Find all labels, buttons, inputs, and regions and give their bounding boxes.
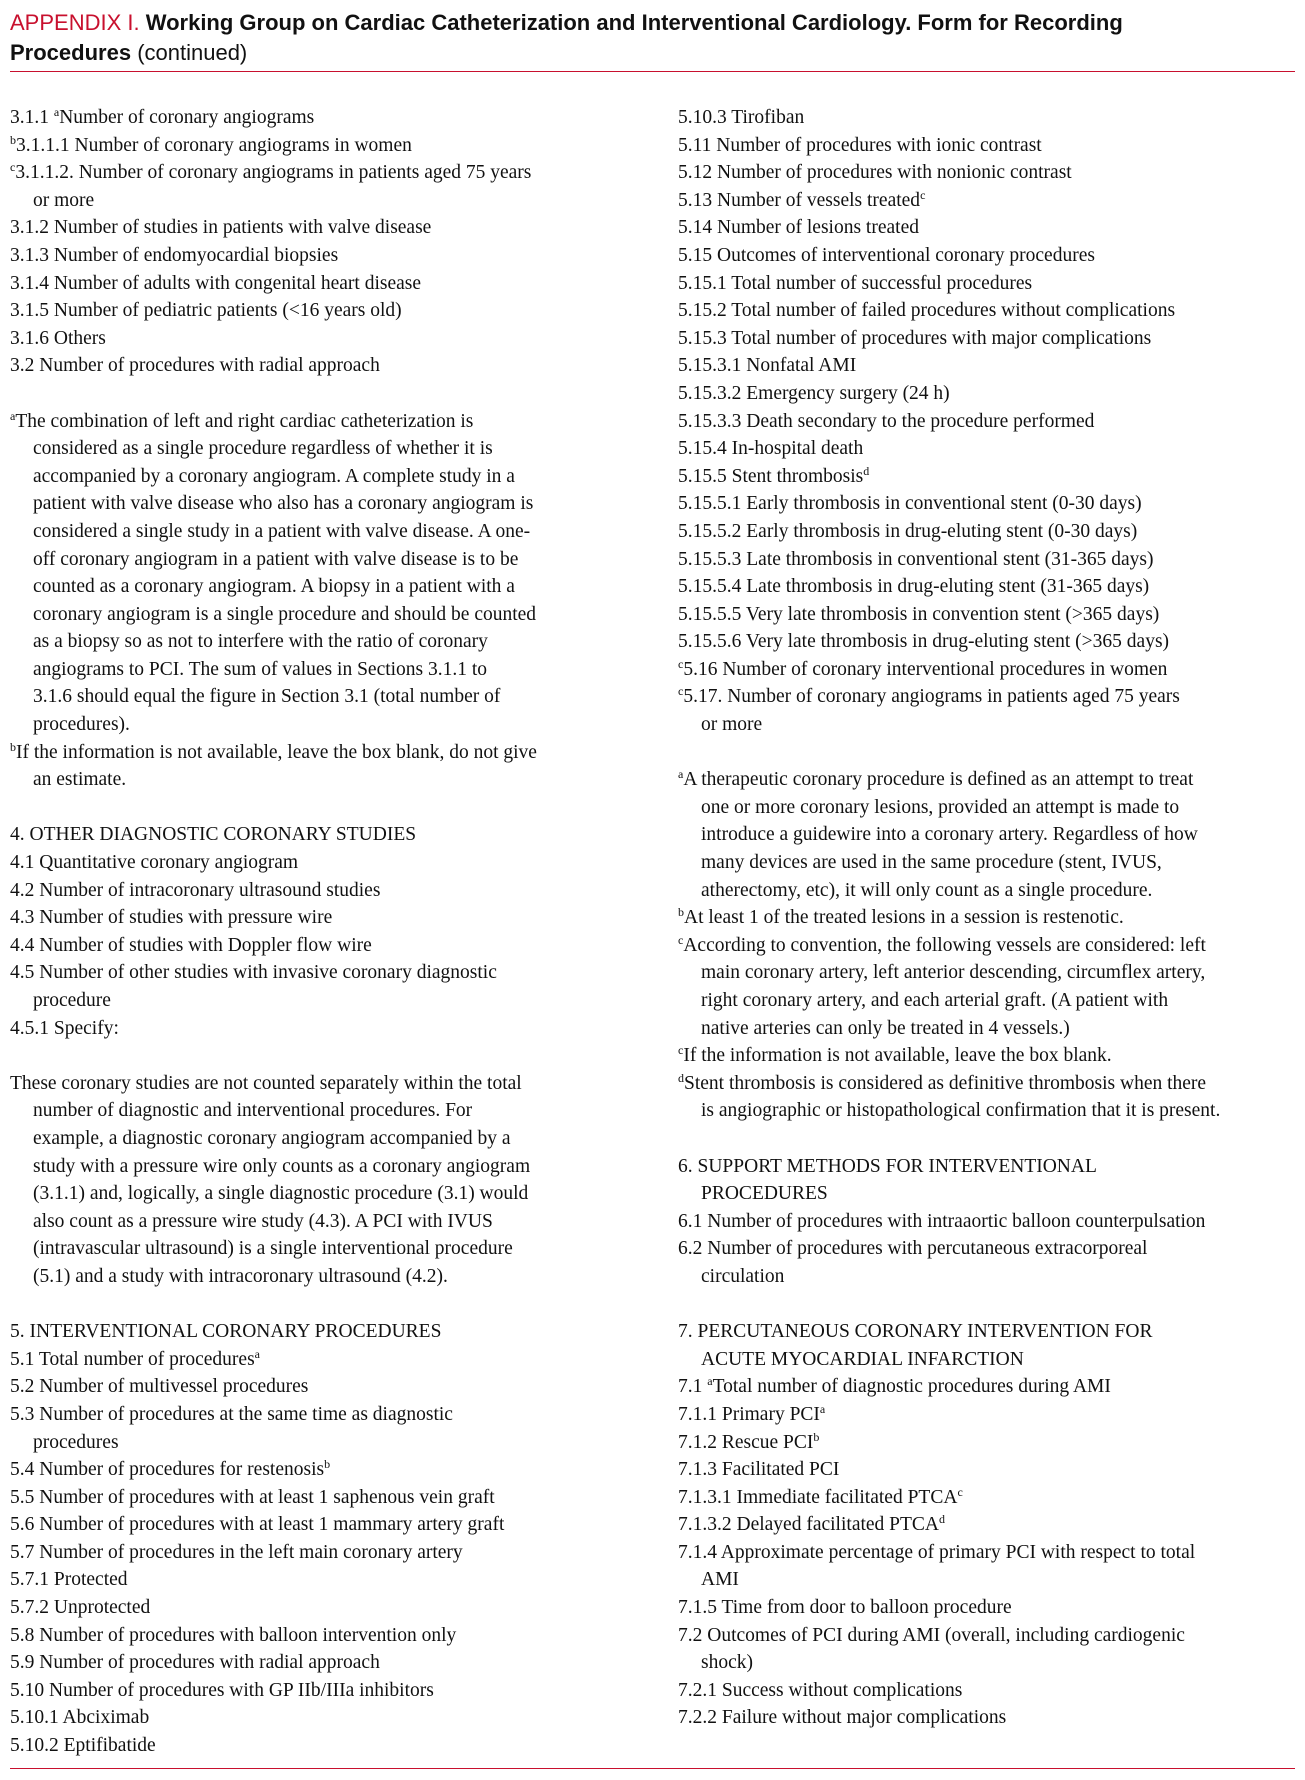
spacer [678,1125,1298,1153]
right-text-line: $^b$At least 1 of the treated lesions in a session is restenotic. [678,905,1124,929]
right-text-line: 6.2 Number of procedures with percutaneous extracorporeal [678,1238,1148,1260]
right-text-line: $^c$5.17. Number of coronary angiograms in patients aged 75 years [678,684,1180,708]
left-text-line: (3.1.1) and, logically, a single diagnostic procedure (3.1) would [33,1183,529,1205]
left-text-line: $^c$3.1.1.2. Number of coronary angiograms in patients aged 75 years [10,160,532,184]
left-text-line: 3.1.6 Others [10,327,106,349]
left-text-line: 3.1.6 should equal the figure in Section 3.1 (total number of [33,686,501,708]
left-text-line: 3.2 Number of procedures with radial approach [10,355,380,377]
right-text-line: 5.15.5.4 Late thrombosis in drug-eluting stent (31-365 days) [678,576,1150,598]
left-text-line: These coronary studies are not counted separately within the total [10,1072,522,1094]
right-text-line: 7.1 $^a$Total number of diagnostic procedures during AMI [678,1374,1111,1398]
left-text-line: off coronary angiogram in a patient with valve disease is to be [33,548,519,570]
right-text-line: many devices are used in the same procedure (stent, IVUS, [701,852,1162,874]
left-text-line: accompanied by a coronary angiogram. A complete study in a [33,465,515,487]
left-text-line: 4.5.1 Specify: [10,1017,119,1039]
left-text-line: 5.10.2 Eptifibatide [10,1735,156,1757]
spacer [10,1291,635,1319]
left-text-line: 3.1.5 Number of pediatric patients (<16 years old) [10,300,402,322]
right-text-line: 6.1 Number of procedures with intraaortic balloon counterpulsation [678,1210,1206,1232]
left-text-line: procedure [33,990,111,1011]
spacer [10,1042,635,1070]
right-text-line: 5.14 Number of lesions treated [678,217,919,239]
right-text-line: 5.15.3.1 Nonfatal AMI [678,355,857,377]
right-text-line: or more [701,714,763,736]
left-text-line: coronary angiogram is a single procedure and should be counted [33,603,537,625]
right-text-line: 5.15.5.1 Early thrombosis in conventional stent (0-30 days) [678,493,1142,515]
left-text-line: 5.7 Number of procedures in the left main coronary artery [10,1541,463,1563]
left-text-line: 5.8 Number of procedures with balloon intervention only [10,1624,457,1646]
left-text-line: 5.1 Total number of procedures$^a$ [10,1346,260,1370]
left-text-line: 5.2 Number of multivessel procedures [10,1376,309,1398]
left-text-line: number of diagnostic and interventional procedures. For [33,1100,473,1122]
left-text-line: angiograms to PCI. The sum of values in Sections 3.1.1 to [33,658,488,680]
header-rule [10,71,1295,72]
left-text-line: considered as a single procedure regardless of whether it is [33,438,493,460]
right-text-line: 5.15.5.3 Late thrombosis in conventional stent (31-365 days) [678,548,1154,570]
left-text-line: study with a pressure wire only counts as a coronary angiogram [33,1155,531,1177]
right-text-line: 5.15.5.2 Early thrombosis in drug-eluting stent (0-30 days) [678,520,1138,542]
right-text-line: $^a$A therapeutic coronary procedure is defined as an attempt to treat [678,767,1194,791]
right-text-line: $^c$According to convention, the following vessels are considered: left [678,932,1206,956]
left-text-line: 5.5 Number of procedures with at least 1 saphenous vein graft [10,1486,495,1508]
left-text-line: 5.7.1 Protected [10,1569,128,1591]
left-text-line: 3.1.4 Number of adults with congenital heart disease [10,272,422,294]
right-text-line: 7.1.3.2 Delayed facilitated PTCA$^d$ [678,1512,946,1536]
right-text-line: one or more coronary lesions, provided an attempt is made to [701,796,1180,818]
left-text-line: 4.1 Quantitative coronary angiogram [10,852,299,874]
right-text-line: 5.15.5 Stent thrombosis$^d$ [678,463,870,487]
left-text-line: 4. OTHER DIAGNOSTIC CORONARY STUDIES [10,824,417,846]
right-text-line: 5.15 Outcomes of interventional coronary procedures [678,244,1095,266]
right-column [678,104,1298,1732]
left-text-line: 4.2 Number of intracoronary ultrasound studies [10,879,381,901]
left-text-line: an estimate. [33,769,127,791]
left-text-line: example, a diagnostic coronary angiogram accompanied by a [33,1127,511,1149]
left-text-line: counted as a coronary angiogram. A biopsy in a patient with a [33,576,515,598]
footer-rule [10,1768,1295,1769]
spacer [10,794,635,822]
right-text-line: 5.15.2 Total number of failed procedures without complications [678,300,1176,322]
left-text-line: (intravascular ultrasound) is a single interventional procedure [33,1238,513,1260]
right-text-line: 5.15.5.6 Very late thrombosis in drug-eluting stent (>365 days) [678,631,1170,653]
left-text-line: $^a$The combination of left and right cardiac catheterization is [10,408,474,432]
right-text-line: 5.15.3 Total number of procedures with major complications [678,327,1152,349]
left-text-line: 5.7.2 Unprotected [10,1597,151,1619]
header-suffix: (continued) [137,40,248,65]
left-text-line: patient with valve disease who also has a coronary angiogram is [33,493,534,515]
left-text-line: 4.3 Number of studies with pressure wire [10,907,333,929]
left-text-line: 5.3 Number of procedures at the same time as diagnostic [10,1403,453,1425]
left-text-line: 5.4 Number of procedures for restenosis$^b$ [10,1457,331,1481]
left-text-line: 5.9 Number of procedures with radial approach [10,1652,380,1674]
right-text-line: PROCEDURES [701,1183,828,1205]
right-text-line: 5.15.1 Total number of successful procedures [678,272,1033,294]
left-text-line: 4.4 Number of studies with Doppler flow wire [10,934,372,956]
left-text-line: 5. INTERVENTIONAL CORONARY PROCEDURES [10,1321,442,1343]
right-text-line: 5.15.3.2 Emergency surgery (24 h) [678,382,950,404]
right-text-line: 7.1.3.1 Immediate facilitated PTCA$^c$ [678,1484,963,1508]
right-text-line: 5.10.3 Tirofiban [678,107,805,128]
left-text-line: 3.1.1 $^a$Number of coronary angiograms [10,105,315,128]
right-text-line: 7. PERCUTANEOUS CORONARY INTERVENTION FOR [678,1321,1153,1343]
right-text-line: 7.2.1 Success without complications [678,1679,963,1701]
right-text-line: right coronary artery, and each arterial graft. (A patient with [701,990,1169,1011]
right-text-line: 5.15.4 In-hospital death [678,438,864,460]
right-text-line: main coronary artery, left anterior descending, circumflex artery, [701,962,1206,984]
right-text-line: 5.11 Number of procedures with ionic contrast [678,134,1042,156]
header-title: Working Group on Cardiac Catheterization and Interventional Cardiology. Form for Recording [145,10,1123,35]
right-text-line: native arteries can only be treated in 4 vessels.) [701,1017,1070,1039]
right-text-line: $^d$Stent thrombosis is considered as definitive thrombosis when there [678,1070,1207,1094]
left-text-line: 5.10.1 Abciximab [10,1707,150,1729]
right-text-line: 5.13 Number of vessels treated$^c$ [678,187,926,211]
left-text-line: considered a single study in a patient with valve disease. A one- [33,520,531,542]
left-text-line: 4.5 Number of other studies with invasive coronary diagnostic [10,962,497,984]
left-text-line: also count as a pressure wire study (4.3). A PCI with IVUS [33,1210,493,1232]
right-text-line: circulation [701,1265,785,1287]
right-text-line: is angiographic or histopathological confirmation that it is present. [701,1100,1221,1122]
page-header [10,8,1280,68]
spacer [678,1291,1298,1319]
right-text-line: 5.15.3.3 Death secondary to the procedure performed [678,410,1095,432]
right-text-line: 7.1.2 Rescue PCI$^b$ [678,1429,820,1453]
right-text-line: AMI [701,1569,739,1591]
right-text-line: ACUTE MYOCARDIAL INFARCTION [701,1348,1024,1370]
right-text-line: 7.1.1 Primary PCI$^a$ [678,1401,826,1425]
left-text-line: as a biopsy so as not to interfere with the ratio of coronary [33,631,488,653]
spacer [10,380,635,408]
right-text-line: $^c$5.16 Number of coronary interventional procedures in women [678,656,1168,680]
right-text-line: 7.1.3 Facilitated PCI [678,1459,840,1481]
right-text-line: 6. SUPPORT METHODS FOR INTERVENTIONAL [678,1155,1097,1177]
left-text-line: 3.1.2 Number of studies in patients with valve disease [10,217,432,239]
right-text-line: $^c$If the information is not available, leave the box blank. [678,1043,1112,1067]
right-text-line: 7.2.2 Failure without major complications [678,1707,1007,1729]
left-text-line: $^b$If the information is not available, leave the box blank, do not give [10,739,537,763]
right-text-line: 7.1.5 Time from door to balloon procedure [678,1597,1012,1619]
appendix-label: APPENDIX I. [10,10,140,35]
left-text-line: procedures [33,1431,119,1453]
spacer [678,739,1298,767]
left-text-line: $^b$3.1.1.1 Number of coronary angiograms in women [10,132,412,156]
left-text-line: procedures). [33,714,130,736]
right-text-line: shock) [701,1652,753,1674]
left-text-line: 3.1.3 Number of endomyocardial biopsies [10,244,339,266]
right-text-line: atherectomy, etc), it will only count as a single procedure. [701,879,1153,901]
left-text-line: or more [33,189,95,211]
right-text-line: 5.12 Number of procedures with nonionic contrast [678,162,1072,184]
left-text-line: 5.10 Number of procedures with GP IIb/IIIa inhibitors [10,1679,434,1701]
right-text-line: 7.2 Outcomes of PCI during AMI (overall, including cardiogenic [678,1624,1185,1646]
right-text-line: introduce a guidewire into a coronary artery. Regardless of how [701,824,1198,846]
left-column [10,104,635,1760]
left-text-line: 5.6 Number of procedures with at least 1 mammary artery graft [10,1514,505,1536]
right-text-line: 7.1.4 Approximate percentage of primary PCI with respect to total [678,1541,1196,1563]
header-title-continued: Procedures [10,40,132,65]
left-text-line: (5.1) and a study with intracoronary ultrasound (4.2). [33,1265,448,1287]
right-text-line: 5.15.5.5 Very late thrombosis in convention stent (>365 days) [678,603,1160,625]
